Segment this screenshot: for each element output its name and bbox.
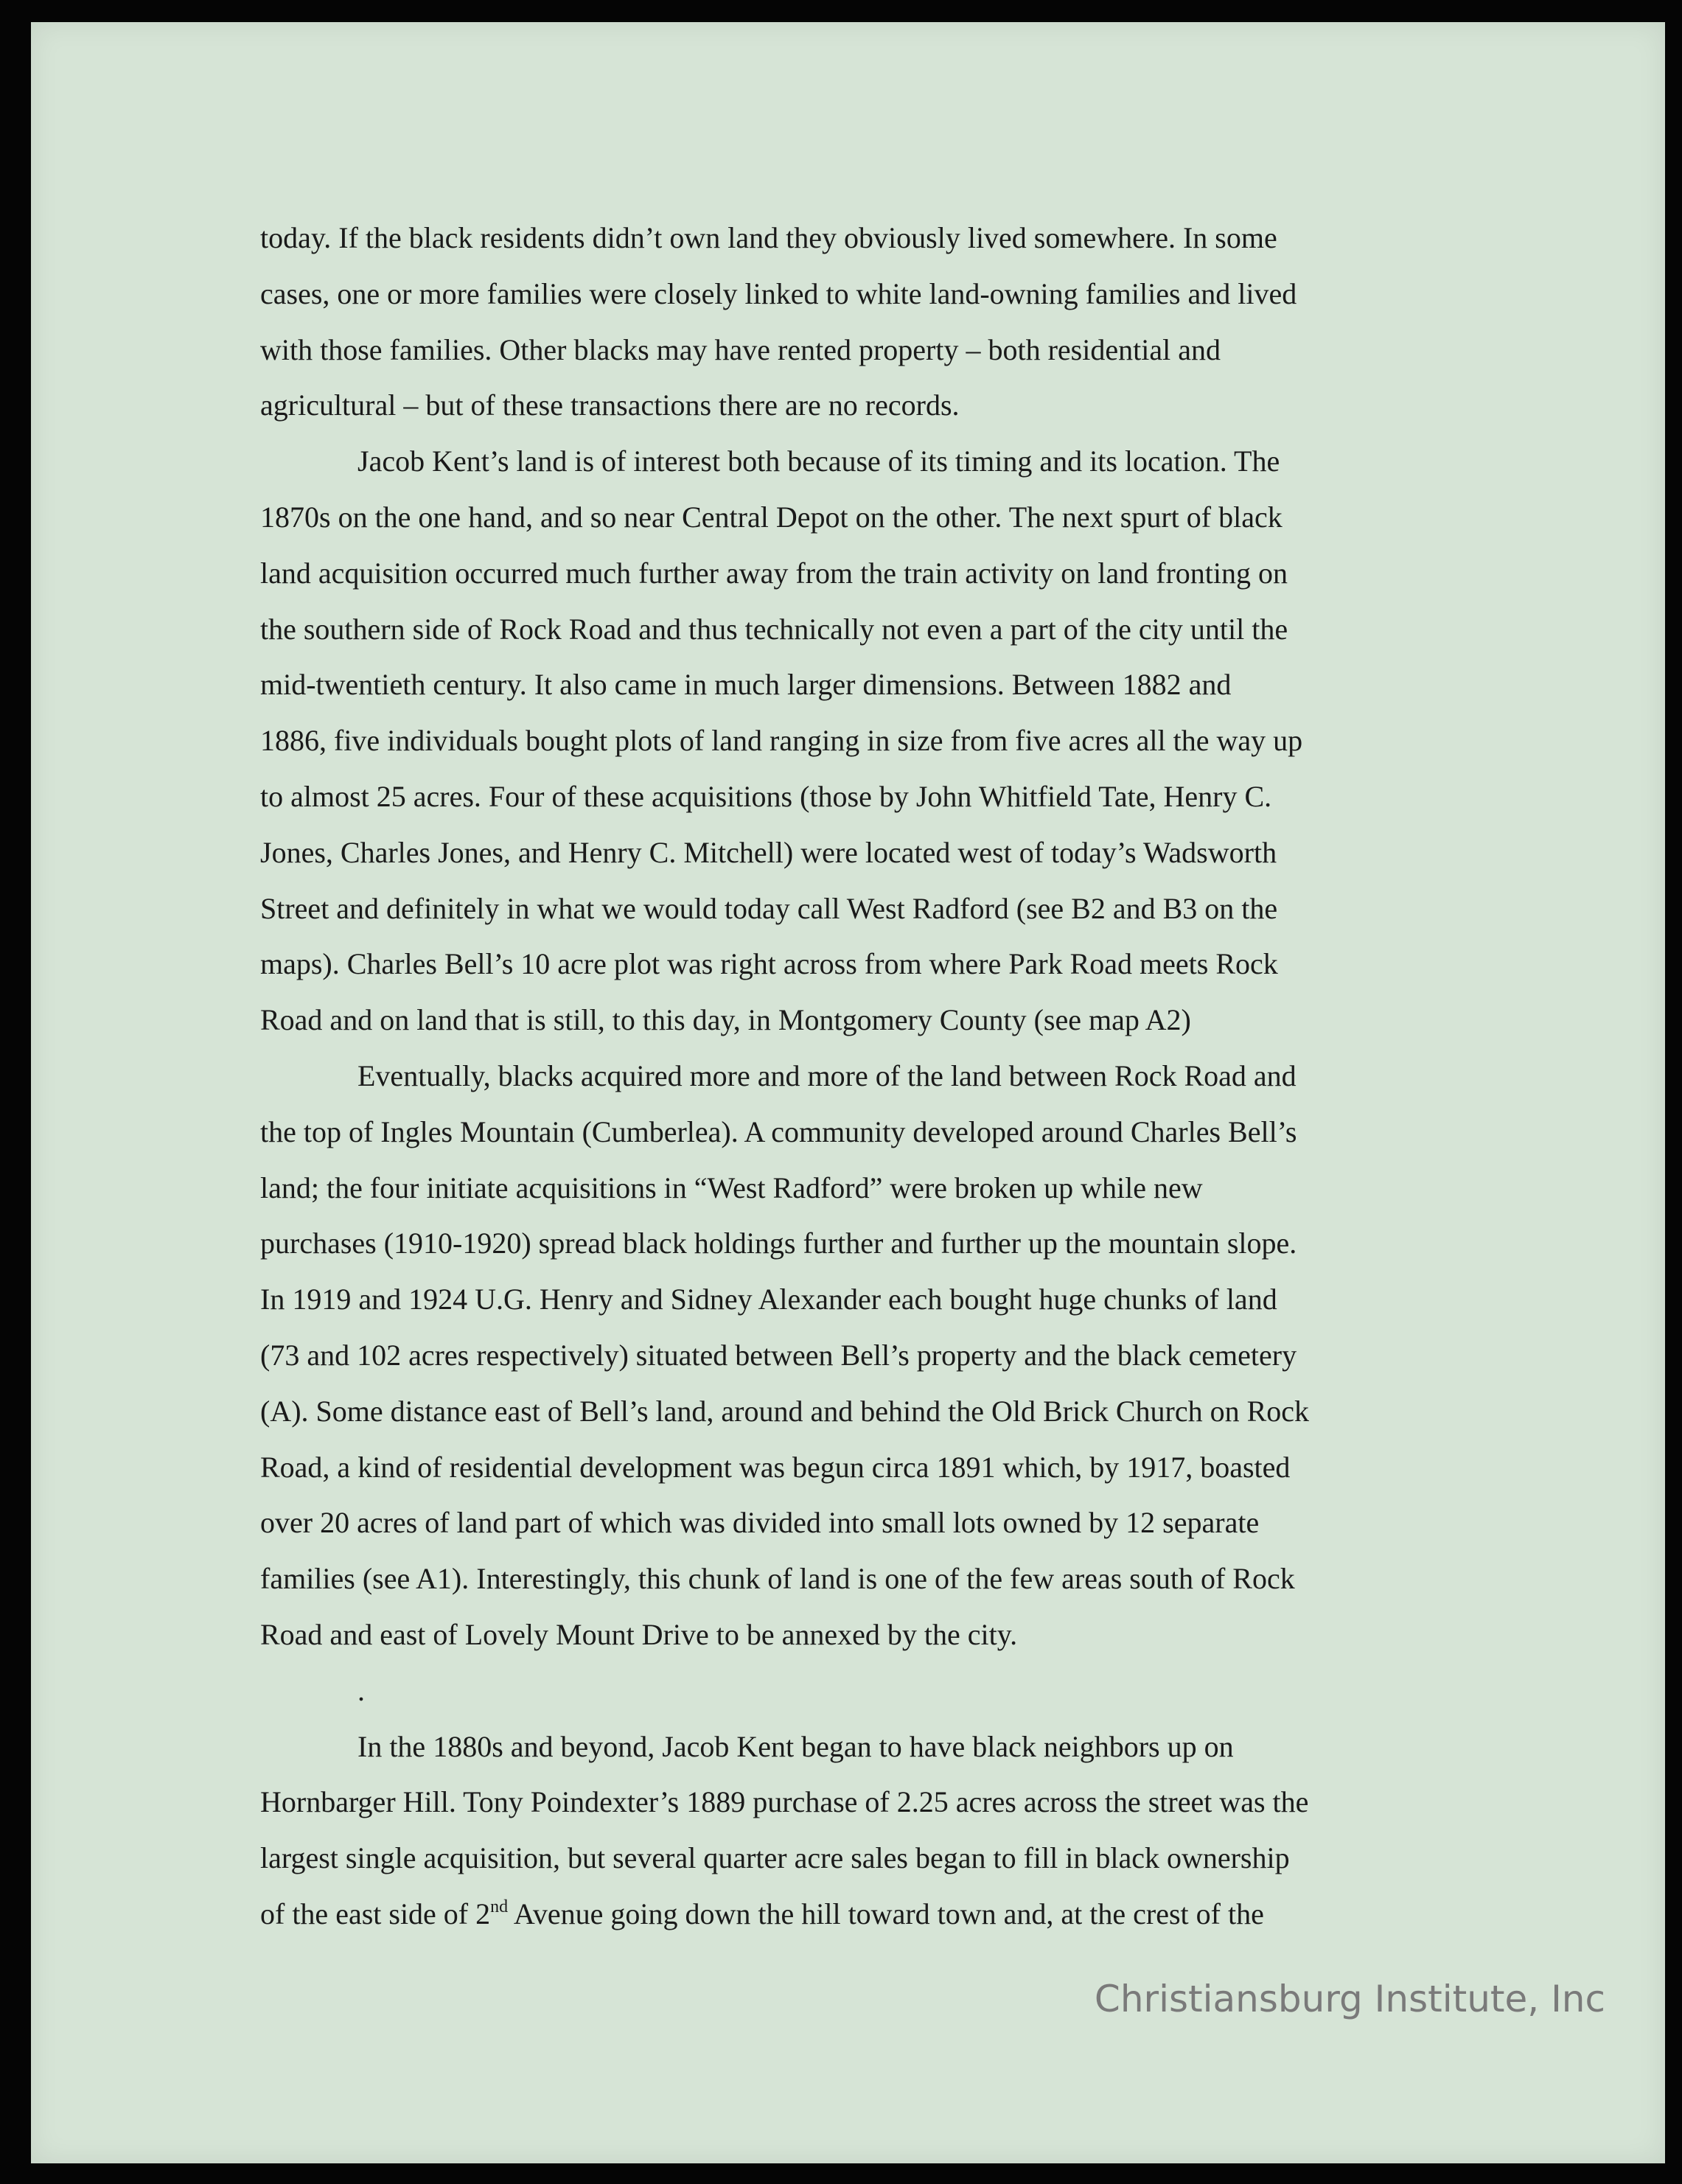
text-line: 1870s on the one hand, and so near Central Depot on the other. The next spurt of black — [260, 500, 1283, 534]
text-line: mid-twentieth century. It also came in much larger dimensions. Between 1882 and — [260, 668, 1232, 702]
text-line: to almost 25 acres. Four of these acquisitions (those by John Whitfield Tate, Henry C. — [260, 779, 1272, 813]
document-body — [260, 210, 1476, 1942]
text-line: Jacob Kent’s land is of interest both because of its timing and its location. The — [357, 444, 1280, 478]
text-line: Road and on land that is still, to this day, in Montgomery County (see map A2) — [260, 1003, 1191, 1037]
text-line: Street and definitely in what we would today call West Radford (see B2 and B3 on the — [260, 891, 1278, 925]
text-line: Road and east of Lovely Mount Drive to be annexed by the city. — [260, 1617, 1018, 1651]
text-line: In the 1880s and beyond, Jacob Kent began to have black neighbors up on — [357, 1729, 1234, 1763]
paragraph-1 — [260, 210, 1476, 433]
text-line: 1886, five individuals bought plots of land ranging in size from five acres all the way up — [260, 724, 1303, 758]
text-line: cases, one or more families were closely linked to white land-owning families and lived — [260, 276, 1297, 310]
text-line: today. If the black residents didn’t own land they obviously lived somewhere. In some — [260, 221, 1277, 254]
paragraph-4 — [260, 1719, 1476, 1942]
text-line: In 1919 and 1924 U.G. Henry and Sidney Alexander each bought huge chunks of land — [260, 1283, 1277, 1316]
text-line: (A). Some distance east of Bell’s land, around and behind the Old Brick Church on Rock — [260, 1394, 1310, 1428]
text-line: the top of Ingles Mountain (Cumberlea). A community developed around Charles Bell’s — [260, 1114, 1297, 1148]
paper-page — [31, 22, 1665, 2163]
ordinal-superscript: nd — [490, 1897, 509, 1916]
text-line: families (see A1). Interestingly, this chunk of land is one of the few areas south of Rock — [260, 1562, 1295, 1596]
text-line: over 20 acres of land part of which was divided into small lots owned by 12 separate — [260, 1506, 1260, 1540]
text-line: Road, a kind of residential development was begun circa 1891 which, by 1917, boasted — [260, 1450, 1291, 1484]
text-line: Hornbarger Hill. Tony Poindexter’s 1889 purchase of 2.25 acres across the street was the — [260, 1785, 1309, 1819]
text-line: with those families. Other blacks may have rented property – both residential and — [260, 332, 1221, 366]
text-line: (73 and 102 acres respectively) situated between Bell’s property and the black cemetery — [260, 1338, 1297, 1372]
text-line: agricultural – but of these transactions there are no records. — [260, 388, 960, 422]
text-line-with-superscript — [260, 1886, 1476, 1942]
stray-mark: . — [357, 1673, 365, 1707]
text-line: land acquisition occurred much further away from the train activity on land fronting on — [260, 556, 1288, 590]
text-line: land; the four initiate acquisitions in “West Radford” were broken up while new — [260, 1171, 1203, 1204]
watermark-text: Christiansburg Institute, Inc — [1094, 1978, 1605, 2020]
text-segment: of the east side of 2 — [260, 1897, 491, 1930]
paragraph-3 — [260, 1048, 1476, 1663]
text-line: largest single acquisition, but several quarter acre sales began to fill in black ownership — [260, 1841, 1290, 1875]
paragraph-2 — [260, 433, 1476, 1048]
text-line: purchases (1910-1920) spread black holdings further and further up the mountain slope. — [260, 1227, 1297, 1260]
text-segment: Avenue going down the hill toward town and, at the crest of the — [508, 1897, 1264, 1930]
text-line: Eventually, blacks acquired more and more of the land between Rock Road and — [357, 1058, 1297, 1092]
text-line: maps). Charles Bell’s 10 acre plot was right across from where Park Road meets Rock — [260, 947, 1278, 981]
text-line: Jones, Charles Jones, and Henry C. Mitchell) were located west of today’s Wadsworth — [260, 835, 1277, 869]
text-line: the southern side of Rock Road and thus technically not even a part of the city until the — [260, 612, 1288, 646]
